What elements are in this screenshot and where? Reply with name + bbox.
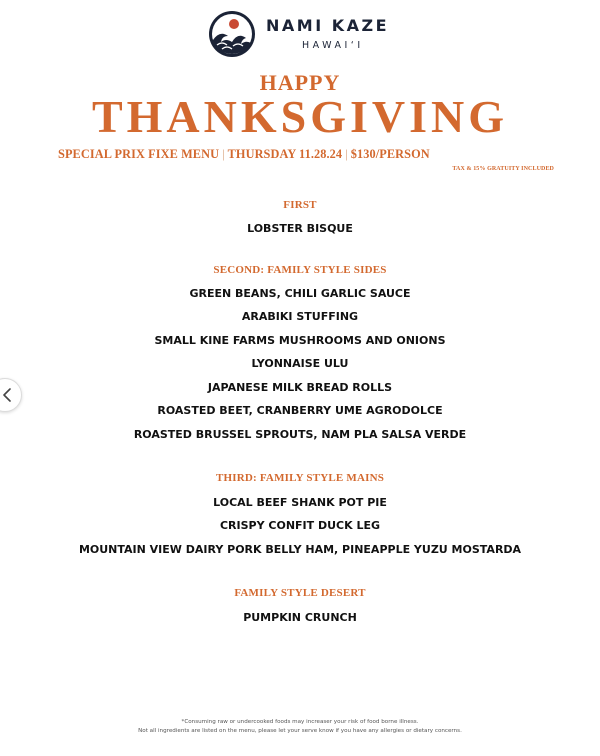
section-title-dessert: FAMILY STYLE DESERT [234,587,366,599]
price-per-person: $130/PERSON [350,147,430,161]
tax-note: TAX & 15% GRATUITY INCLUDED [452,166,554,172]
section-title-third: THIRD: FAMILY STYLE MAINS [215,472,385,484]
brand-name: NAMI KAZE [266,16,390,35]
menu-item: CRISPY CONFIT DUCK LEG [219,519,381,532]
menu-item: GREEN BEANS, CHILI GARLIC SAUCE [189,287,411,300]
menu-item: PUMPKIN CRUNCH [243,611,357,624]
footer-disclaimer: *Consuming raw or undercooked foods may increaser your risk of food borne illness. [181,719,419,725]
separator: | [345,147,348,161]
chevron-left-icon [3,388,11,402]
menu-item: LOBSTER BISQUE [247,222,353,235]
brand-location: HAWAI‘I [302,40,364,51]
footer-allergy-note: Not all ingredients are listed on the menu, please let your serve know if you have any allergies or dietary concerns. [138,728,462,734]
menu-item: LOCAL BEEF SHANK POT PIE [213,496,387,509]
separator: | [222,147,225,161]
title-happy: HAPPY [259,70,341,95]
prix-fixe-label: SPECIAL PRIX FIXE MENU [58,147,220,161]
wave-sun-logo-icon [208,10,256,58]
menu-item: SMALL KINE FARMS MUSHROOMS AND ONIONS [154,334,446,347]
menu-item: ROASTED BEET, CRANBERRY UME AGRODOLCE [157,404,443,417]
brand-header [208,10,408,58]
section-title-first: FIRST [283,199,317,211]
event-date: THURSDAY 11.28.24 [227,147,343,161]
section-title-second: SECOND: FAMILY STYLE SIDES [213,264,387,276]
menu-item: ARABIKI STUFFING [241,310,359,323]
menu-item: LYONNAISE ULU [251,357,349,370]
menu-item: JAPANESE MILK BREAD ROLLS [207,381,393,394]
menu-item: MOUNTAIN VIEW DAIRY PORK BELLY HAM, PINEAPPLE YUZU MOSTARDA [78,543,522,556]
prix-fixe-line [58,147,430,162]
menu-item: ROASTED BRUSSEL SPROUTS, NAM PLA SALSA VERDE [133,428,467,441]
title-thanksgiving: THANKSGIVING [91,91,509,142]
